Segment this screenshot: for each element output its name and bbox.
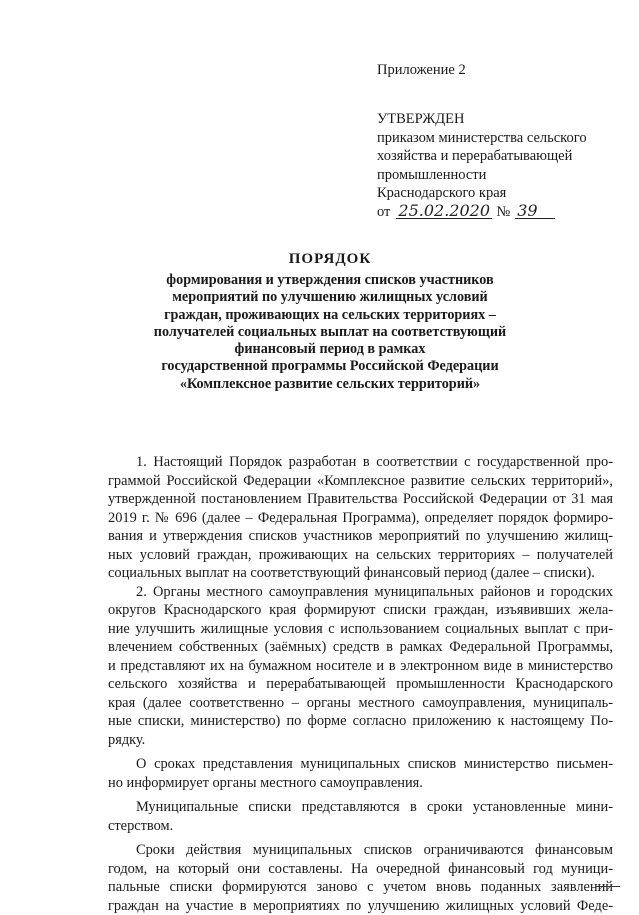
approval-line: Краснодарского края (377, 184, 627, 203)
text-line: 2. Органы местного самоуправления муниципальных районов и городских (108, 583, 613, 602)
approval-date-row (377, 203, 627, 222)
paragraph-5 (108, 841, 613, 915)
title-line: граждан, проживающих на сельских территориях – (120, 307, 540, 324)
date-prefix: от (377, 203, 390, 222)
appendix-label: Приложение 2 (377, 62, 466, 79)
document-title (120, 251, 540, 393)
text-line: и представляют их на бумажном носителе и в электронном виде в министерство (108, 657, 613, 676)
text-line: граммой Российской Федерации «Комплексное развитие сельских территорий», (108, 472, 613, 491)
paragraph-3 (108, 755, 613, 792)
approval-line: хозяйства и перерабатывающей (377, 147, 627, 166)
number-sign: № (496, 203, 510, 222)
text-line: социальных выплат на соответствующий финансовый период (далее – списки). (108, 564, 613, 583)
approval-title: УТВЕРЖДЕН (377, 110, 627, 129)
text-line: О сроках представления муниципальных списков министерство письмен- (108, 755, 613, 774)
text-line: рядку. (108, 731, 613, 750)
text-line: ных условий граждан, проживающих на сельских территориях – получателей (108, 546, 613, 565)
text-line: края (далее соответственно – органы местного самоуправления, муниципаль- (108, 694, 613, 713)
text-line: Сроки действия муниципальных списков ограничиваются финансовым (108, 841, 613, 860)
text-line: стерством. (108, 817, 613, 836)
text-line: ные списки, министерство) по форме согласно приложению к настоящему По- (108, 712, 613, 731)
text-line: но информирует органы местного самоуправления. (108, 774, 613, 793)
title-line: мероприятий по улучшению жилищных условий (120, 289, 540, 306)
text-line: утвержденной постановлением Правительства Российской Федерации от 31 мая (108, 490, 613, 509)
title-line: получателей социальных выплат на соответствующий (120, 324, 540, 341)
title-line: «Комплексное развитие сельских территорий» (120, 376, 540, 393)
text-line: влечением собственных (заёмных) средств в рамках Федеральной Программы, (108, 638, 613, 657)
paragraph-2 (108, 583, 613, 750)
text-line: 2019 г. № 696 (далее – Федеральная Программа), определяет порядок формиро- (108, 509, 613, 528)
approval-line: промышленности (377, 166, 627, 185)
page-edge-mark (596, 886, 620, 887)
text-line: округов Краснодарского края формируют списки граждан, изъявивших жела- (108, 601, 613, 620)
text-line: сельского хозяйства и перерабатывающей промышленности Краснодарского (108, 675, 613, 694)
approval-block (377, 110, 627, 222)
text-line: вания и утверждения списков участников мероприятий по улучшению жилищ- (108, 527, 613, 546)
handwritten-date: 25.02.2020 (396, 203, 492, 219)
title-line: формирования и утверждения списков участников (120, 272, 540, 289)
text-line: граждан на участие в мероприятиях по улучшению жилищных условий Феде- (108, 897, 613, 915)
text-line: ние улучшить жилищные условия с использованием социальных выплат с при- (108, 620, 613, 639)
title-subtitle (120, 272, 540, 393)
text-line: годом, на который они составлены. На очередной финансовый год муници- (108, 860, 613, 879)
title-main: ПОРЯДОК (120, 251, 540, 268)
text-line: пальные списки формируются заново с учетом вновь поданных заявлений (108, 878, 613, 897)
handwritten-number: 39 (515, 203, 555, 219)
title-line: финансовый период в рамках (120, 341, 540, 358)
text-line: 1. Настоящий Порядок разработан в соответствии с государственной про- (108, 453, 613, 472)
paragraph-1 (108, 453, 613, 583)
approval-line: приказом министерства сельского (377, 129, 627, 148)
paragraph-4 (108, 798, 613, 835)
document-body (108, 453, 613, 915)
title-line: государственной программы Российской Федерации (120, 358, 540, 375)
text-line: Муниципальные списки представляются в сроки установленные мини- (108, 798, 613, 817)
